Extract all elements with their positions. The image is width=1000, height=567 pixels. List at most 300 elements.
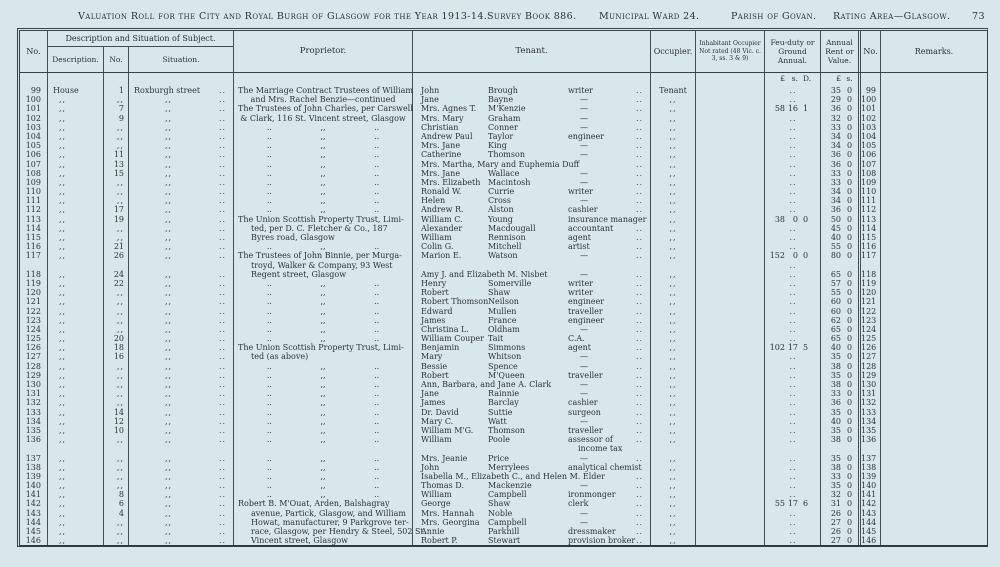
feu-pounds: [765, 463, 785, 472]
table-header-row: [20, 31, 987, 73]
inhabitant-occupier-cell: [696, 371, 765, 380]
feu-shillings: 0: [792, 251, 798, 261]
header-desc-group: [48, 31, 234, 72]
annual-rent-cell: [821, 251, 858, 260]
rent-pounds: 34: [830, 196, 841, 206]
table-row: [20, 352, 987, 361]
feu-pence: [801, 334, 820, 343]
annual-rent-cell: [821, 279, 858, 288]
tenant-forename: William: [421, 490, 452, 500]
remarks-cell: [881, 398, 987, 407]
situation-cell: [129, 389, 234, 398]
situation-dots: ..: [219, 435, 227, 445]
situation-cell: [129, 444, 234, 453]
situation-text: [129, 261, 219, 270]
feu-pence: [801, 426, 820, 435]
occupier-cell: ,,: [651, 463, 696, 472]
tenant-forename: Dr. David: [421, 407, 459, 417]
situation-dots: ..: [219, 141, 227, 151]
feu-duty-cell: [765, 187, 821, 196]
entry-number-right: 128: [858, 362, 881, 371]
table-row: [20, 316, 987, 325]
situation-text: Roxburgh street: [134, 86, 201, 95]
entry-number: 139: [20, 472, 48, 481]
feu-duty-cell: [765, 435, 821, 444]
inhabitant-occupier-cell: [696, 95, 765, 104]
description-cell: ,,: [48, 398, 104, 407]
feu-pounds: [765, 472, 785, 481]
remarks-cell: [881, 362, 987, 371]
situation-dots: ..: [219, 242, 227, 252]
tenant-surname: Taylor: [488, 131, 514, 141]
tenant-cell: [413, 334, 651, 343]
tenant-cell: [413, 490, 651, 499]
tenant-dots: [636, 444, 650, 453]
annual-rent-cell: [821, 224, 858, 233]
occupier-cell: ,,: [651, 490, 696, 499]
description-cell: ,,: [48, 104, 104, 113]
feu-duty-cell: [765, 270, 821, 279]
situation-dots: ..: [219, 315, 227, 325]
remarks-cell: [881, 132, 987, 141]
tenant-forename: George: [421, 499, 451, 509]
situation-cell: [129, 215, 234, 224]
occupier-cell: ,,: [651, 187, 696, 196]
occupier-cell: ,,: [651, 160, 696, 169]
table-row: [20, 160, 987, 169]
tenant-surname: Whitson: [488, 352, 522, 362]
situation-cell: [129, 398, 234, 407]
tenant-cell: [413, 325, 651, 334]
table-row: [20, 334, 987, 343]
rent-shillings: 0: [846, 407, 853, 417]
tenant-dots: ..: [636, 380, 644, 389]
feu-pence: [801, 527, 820, 536]
tenant-forename: Colin G.: [421, 242, 454, 252]
inhabitant-occupier-cell: [696, 481, 765, 490]
feu-pence-unit: D.: [803, 74, 812, 83]
description-cell: ,,: [48, 435, 104, 444]
annual-rent-cell: [821, 435, 858, 444]
table-row: [20, 261, 987, 270]
occupier-cell: ,,: [651, 178, 696, 187]
rent-pounds: 34: [830, 141, 841, 151]
occupier-cell: ,,: [651, 279, 696, 288]
situation-text: ,,: [165, 150, 173, 160]
feu-duty-cell: [765, 334, 821, 343]
feu-pounds: [765, 481, 785, 490]
proprietor-cell: .. ,, ..: [234, 380, 413, 389]
tenant-forename: Christian: [421, 122, 459, 132]
feu-shillings: ..: [789, 527, 797, 536]
tenant-occupation: —: [580, 196, 588, 206]
occupier-cell: ,,: [651, 196, 696, 205]
remarks-cell: [881, 463, 987, 472]
entry-number: 116: [20, 242, 48, 251]
situation-cell: [129, 86, 234, 95]
tenant-cell: [413, 307, 651, 316]
feu-shillings: [785, 444, 801, 453]
feu-shillings: ..: [789, 288, 797, 298]
tenant-occupation: clerk: [568, 499, 589, 509]
description-cell: ,,: [48, 334, 104, 343]
feu-shillings: ..: [789, 223, 797, 233]
entry-number: 120: [20, 288, 48, 297]
rent-shillings: 0: [846, 223, 853, 233]
entry-number: 119: [20, 279, 48, 288]
rent-pounds: 36: [830, 159, 841, 169]
street-number-cell: ,,: [104, 463, 129, 472]
entry-number: 123: [20, 316, 48, 325]
proprietor-cell: The Union Scottish Property Trust, Limi-: [234, 215, 413, 224]
occupier-cell: ,,: [651, 150, 696, 159]
occupier-cell: ,,: [651, 426, 696, 435]
remarks-cell: [881, 233, 987, 242]
tenant-surname: Parkhill: [488, 527, 520, 536]
remarks-cell: [881, 270, 987, 279]
entry-number-right: 122: [858, 307, 881, 316]
tenant-occupation: analytical chemist: [568, 462, 642, 472]
table-row: [20, 233, 987, 242]
proprietor-cell: .. ,, ..: [234, 132, 413, 141]
description-cell: ,,: [48, 509, 104, 518]
entry-number-right: 121: [858, 297, 881, 306]
situation-cell: [129, 490, 234, 499]
tenant-surname: Mullen: [488, 306, 517, 316]
tenant-forename: James: [421, 315, 446, 325]
rent-shillings: 0: [846, 297, 853, 307]
feu-pounds: [765, 316, 785, 325]
feu-duty-cell: [765, 233, 821, 242]
feu-duty-cell: [765, 297, 821, 306]
remarks-cell: [881, 316, 987, 325]
situation-dots: ..: [219, 407, 227, 417]
feu-pence: [801, 279, 820, 288]
feu-shillings: ..: [789, 517, 797, 527]
entry-number-right: 110: [858, 187, 881, 196]
proprietor-cell: .. ,, ..: [234, 316, 413, 325]
tenant-occupation: traveller: [568, 370, 603, 380]
tenant-cell: [413, 215, 651, 224]
entry-number-right: 141: [858, 490, 881, 499]
occupier-cell: ,,: [651, 371, 696, 380]
feu-shillings: ..: [789, 425, 797, 435]
annual-rent-cell: [821, 95, 858, 104]
feu-pounds: [765, 95, 785, 104]
annual-rent-cell: [821, 196, 858, 205]
tenant-occupation: —: [580, 453, 588, 463]
entry-number: 144: [20, 518, 48, 527]
table-row: [20, 426, 987, 435]
situation-dots: ..: [219, 334, 227, 344]
rent-pounds: 33: [830, 122, 841, 132]
proprietor-cell: .. ,, ..: [234, 472, 413, 481]
inhabitant-occupier-cell: [696, 472, 765, 481]
street-number-cell: 20: [104, 334, 129, 343]
tenant-dots: ..: [636, 398, 644, 408]
feu-shillings: ..: [789, 536, 797, 546]
inhabitant-occupier-cell: [696, 380, 765, 389]
rent-shillings: 0: [846, 86, 853, 95]
tenant-surname: King: [488, 141, 507, 151]
annual-rent-cell: [821, 270, 858, 279]
annual-rent-cell: [821, 509, 858, 518]
situation-dots: ..: [219, 269, 227, 279]
description-cell: ,,: [48, 352, 104, 361]
tenant-dots: ..: [636, 251, 644, 261]
proprietor-cell: .. ,, ..: [234, 242, 413, 251]
situation-dots: ..: [219, 196, 227, 206]
tenant-forename: Jane: [421, 389, 439, 399]
occupier-cell: ,,: [651, 334, 696, 343]
tenant-surname: Thomson: [488, 150, 525, 160]
tenant-occupation: agent: [568, 343, 591, 353]
entry-number-right: 134: [858, 417, 881, 426]
tenant-forename: Amy J. and Elizabeth M. Nisbet: [421, 269, 548, 279]
rent-pounds: [821, 261, 841, 270]
tenant-cell: [413, 150, 651, 159]
tenant-occupation: cashier: [568, 398, 598, 408]
tenant-dots: ..: [636, 499, 644, 509]
street-number-cell: ,,: [104, 233, 129, 242]
situation-text: ,,: [165, 205, 173, 215]
feu-duty-cell: [765, 261, 821, 270]
street-number-cell: 7: [104, 104, 129, 113]
tenant-occupation: artist: [568, 242, 590, 252]
street-number-cell: ,,: [104, 380, 129, 389]
situation-dots: ..: [219, 361, 227, 371]
feu-pounds: [765, 205, 785, 214]
feu-pounds: [765, 141, 785, 150]
feu-pounds: [765, 527, 785, 536]
situation-text: ,,: [165, 242, 173, 252]
situation-text: ,,: [165, 352, 173, 362]
rent-shillings: 0: [846, 481, 853, 491]
street-number-cell: ,,: [104, 435, 129, 444]
occupier-cell: ,,: [651, 325, 696, 334]
entry-number: 143: [20, 509, 48, 518]
header-annual-rent: Annual Rent or Value.: [825, 38, 854, 65]
inhabitant-occupier-cell: [696, 509, 765, 518]
rent-shillings: 0: [846, 122, 853, 132]
situation-cell: [129, 178, 234, 187]
feu-pence: [801, 463, 820, 472]
occupier-cell: ,,: [651, 408, 696, 417]
situation-text: ,,: [165, 490, 173, 500]
street-number-cell: ,,: [104, 518, 129, 527]
table-row: [20, 518, 987, 527]
feu-duty-cell: [765, 150, 821, 159]
situation-text: ,,: [165, 233, 173, 242]
remarks-cell: [881, 279, 987, 288]
proprietor-cell: and Mrs. Rachel Benzie—continued: [234, 95, 413, 104]
rent-shillings: 0: [846, 389, 853, 399]
situation-cell: [129, 132, 234, 141]
remarks-cell: [881, 104, 987, 113]
rent-pounds: 38: [830, 361, 841, 371]
proprietor-cell: .. ,, ..: [234, 362, 413, 371]
feu-pounds: [765, 261, 785, 270]
situation-cell: [129, 169, 234, 178]
description-cell: ,,: [48, 408, 104, 417]
annual-rent-cell: [821, 114, 858, 123]
rent-shillings: 0: [846, 104, 853, 114]
annual-rent-cell: [821, 104, 858, 113]
annual-rent-cell: [821, 123, 858, 132]
tenant-occupation: assessor of: [568, 435, 613, 445]
situation-cell: [129, 527, 234, 536]
rent-shillings: 0: [846, 242, 853, 252]
tenant-forename: Edward: [421, 306, 453, 316]
table-row: [20, 224, 987, 233]
remarks-cell: [881, 141, 987, 150]
tenant-forename: [413, 261, 488, 270]
rent-shillings: 0: [846, 536, 853, 546]
rent-shillings: [841, 261, 858, 270]
rent-pounds: 36: [830, 398, 841, 408]
tenant-cell: [413, 196, 651, 205]
tenant-forename: Bessie: [421, 361, 448, 371]
proprietor-cell: .. ,, ..: [234, 307, 413, 316]
inhabitant-occupier-cell: [696, 160, 765, 169]
feu-pence: [801, 444, 820, 453]
feu-pence: [801, 141, 820, 150]
entry-number-right: [858, 444, 881, 453]
feu-pence: [801, 86, 820, 95]
tenant-occupation: [568, 261, 636, 270]
annual-rent-cell: [821, 362, 858, 371]
occupier-cell: ,,: [651, 224, 696, 233]
feu-pence: [801, 472, 820, 481]
table-row: [20, 150, 987, 159]
street-number-cell: 15: [104, 169, 129, 178]
situation-text: ,,: [165, 361, 173, 371]
annual-rent-cell: [821, 417, 858, 426]
situation-text: ,,: [165, 306, 173, 316]
remarks-cell: [881, 150, 987, 159]
tenant-surname: Rennison: [488, 233, 526, 242]
feu-pence: [801, 417, 820, 426]
tenant-surname: Wallace: [488, 168, 520, 178]
table-row: [20, 472, 987, 481]
situation-text: ,,: [165, 453, 173, 463]
feu-pounds: [765, 196, 785, 205]
feu-shillings: ..: [789, 269, 797, 279]
tenant-cell: [413, 261, 651, 270]
entry-number: 102: [20, 114, 48, 123]
situation-cell: [129, 454, 234, 463]
annual-rent-cell: [821, 472, 858, 481]
rent-pounds: 33: [830, 168, 841, 178]
feu-shillings: ..: [789, 389, 797, 399]
table-row: [20, 178, 987, 187]
situation-text: ,,: [165, 416, 173, 426]
table-row: [20, 463, 987, 472]
situation-text: ,,: [165, 251, 173, 261]
tenant-occupation: —: [580, 416, 588, 426]
situation-dots: ..: [219, 104, 227, 114]
feu-pounds: [765, 224, 785, 233]
rent-pounds: 34: [830, 187, 841, 197]
tenant-dots: ..: [636, 141, 644, 151]
feu-pence: [801, 196, 820, 205]
remarks-cell: [881, 444, 987, 453]
rent-shillings: 0: [846, 288, 853, 298]
tenant-dots: ..: [636, 150, 644, 160]
inhabitant-occupier-cell: [696, 123, 765, 132]
annual-rent-cell: [821, 490, 858, 499]
entry-number: 101: [20, 104, 48, 113]
remarks-cell: [881, 371, 987, 380]
tenant-surname: Cross: [488, 196, 511, 206]
remarks-cell: [881, 95, 987, 104]
tenant-dots: [636, 261, 650, 270]
feu-pence: [801, 371, 820, 380]
situation-cell: [129, 150, 234, 159]
tenant-forename: James: [421, 398, 446, 408]
rent-pound-unit: £: [836, 74, 841, 83]
feu-pounds: [765, 389, 785, 398]
feu-shillings: ..: [789, 471, 797, 481]
entry-number-right: 105: [858, 141, 881, 150]
rent-pounds: 62: [830, 315, 841, 325]
situation-cell: [129, 187, 234, 196]
entry-number-right: 111: [858, 196, 881, 205]
page-title: Valuation Roll for the City and Royal Burgh of Glasgow for the Year 1913-14.: [78, 11, 488, 22]
tenant-cell: [413, 509, 651, 518]
tenant-cell: [413, 352, 651, 361]
street-number-cell: ,,: [104, 398, 129, 407]
feu-pence: [801, 132, 820, 141]
description-cell: House: [48, 86, 104, 95]
feu-pence: 6: [803, 499, 809, 509]
street-number-cell: ,,: [104, 325, 129, 334]
table-row: [20, 288, 987, 297]
table-row: [20, 242, 987, 251]
remarks-cell: [881, 454, 987, 463]
description-cell: ,,: [48, 169, 104, 178]
entry-number-right: 115: [858, 233, 881, 242]
situation-text: ,,: [165, 380, 173, 389]
inhabitant-occupier-cell: [696, 518, 765, 527]
situation-text: ,,: [165, 104, 173, 114]
table-row: [20, 141, 987, 150]
entry-number: 131: [20, 389, 48, 398]
feu-pounds: [765, 187, 785, 196]
description-cell: ,,: [48, 362, 104, 371]
table-row: [20, 343, 987, 352]
situation-dots: ..: [219, 481, 227, 491]
street-number-cell: 9: [104, 114, 129, 123]
description-cell: ,,: [48, 288, 104, 297]
tenant-dots: ..: [636, 435, 644, 445]
tenant-dots: ..: [636, 242, 644, 252]
tenant-dots: ..: [636, 187, 644, 197]
description-cell: ,,: [48, 95, 104, 104]
annual-rent-cell: [821, 389, 858, 398]
feu-pounds: [765, 352, 785, 361]
rent-pounds: 60: [830, 306, 841, 316]
tenant-occupation: [568, 472, 636, 481]
situation-dots: ..: [219, 278, 227, 288]
feu-pounds: [765, 178, 785, 187]
situation-text: [129, 444, 219, 453]
situation-cell: [129, 261, 234, 270]
rent-pounds: 33: [830, 471, 841, 481]
tenant-cell: [413, 270, 651, 279]
rent-pounds: 36: [830, 205, 841, 215]
tenant-surname: Thomson: [488, 425, 525, 435]
